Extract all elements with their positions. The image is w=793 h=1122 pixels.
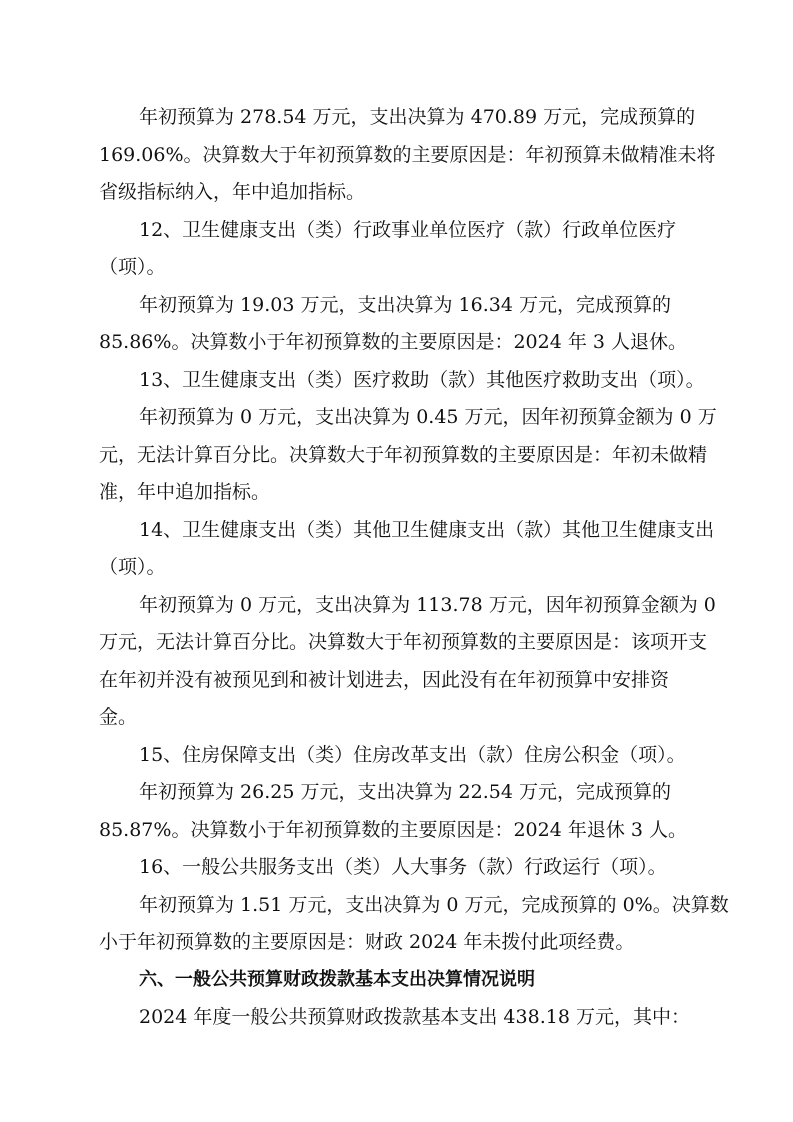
text-line: 在年初并没有被预见到和被计划进去，因此没有在年初预算中安排资 — [99, 669, 670, 691]
text-line: 85.87%。决算数小于年初预算数的主要原因是：2024 年退休 3 人。 — [99, 819, 688, 841]
item-heading: 16、一般公共服务支出（类）人大事务（款）行政运行（项）。 — [139, 856, 667, 878]
text-line: 元，无法计算百分比。决算数大于年初预算数的主要原因是：年初未做精 — [99, 444, 708, 466]
text-line: 年初预算为 0 万元，支出决算为 0.45 万元，因年初预算金额为 0 万 — [139, 406, 717, 428]
text-line: 省级指标纳入，年中追加指标。 — [99, 181, 366, 203]
text-line: 年初预算为 26.25 万元，支出决算为 22.54 万元，完成预算的 — [139, 781, 671, 803]
text-line: 169.06%。决算数大于年初预算数的主要原因是：年初预算未做精准未将 — [99, 144, 716, 166]
text-line: 85.86%。决算数小于年初预算数的主要原因是：2024 年 3 人退休。 — [99, 331, 688, 353]
text-line: 准，年中追加指标。 — [99, 481, 271, 503]
item-heading: （项）。 — [99, 256, 166, 278]
text-line: 年初预算为 0 万元，支出决算为 113.78 万元，因年初预算金额为 0 — [139, 594, 716, 616]
section-heading: 六、一般公共预算财政拨款基本支出决算情况说明 — [139, 969, 535, 990]
text-line: 年初预算为 19.03 万元，支出决算为 16.34 万元，完成预算的 — [139, 294, 671, 316]
text-line: 年初预算为 1.51 万元，支出决算为 0 万元，完成预算的 0%。决算数 — [139, 894, 729, 916]
item-heading: 13、卫生健康支出（类）医疗救助（款）其他医疗救助支出（项）。 — [139, 369, 705, 391]
text-line: 金。 — [99, 706, 138, 728]
text-line: 年初预算为 278.54 万元，支出决算为 470.89 万元，完成预算的 — [139, 106, 696, 128]
text-line: 万元，无法计算百分比。决算数大于年初预算数的主要原因是：该项开支 — [99, 631, 708, 653]
text-line: 2024 年度一般公共预算财政拨款基本支出 438.18 万元，其中： — [139, 1006, 690, 1028]
item-heading: 15、住房保障支出（类）住房改革支出（款）住房公积金（项）。 — [139, 744, 686, 766]
item-heading: 12、卫生健康支出（类）行政事业单位医疗（款）行政单位医疗 — [139, 219, 677, 241]
item-heading: 14、卫生健康支出（类）其他卫生健康支出（款）其他卫生健康支出 — [139, 519, 715, 541]
text-line: 小于年初预算数的主要原因是：财政 2024 年未拨付此项经费。 — [99, 931, 635, 953]
item-heading: （项）。 — [99, 556, 166, 578]
